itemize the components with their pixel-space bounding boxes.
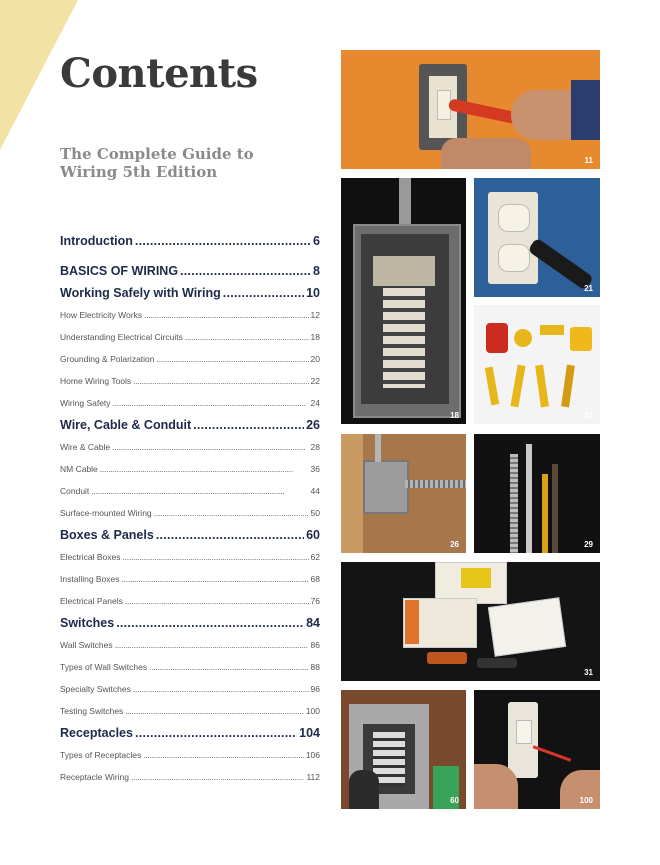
book-subtitle: The Complete Guide to Wiring 5th Edition [60,145,254,181]
toc-entry-basics-of-wiring[interactable]: BASICS OF WIRING . . . 8 [60,260,320,282]
photo-page-number: 26 [450,540,459,549]
toc-entry-electrical-panels[interactable]: Electrical Panels . . . 76 [60,590,320,612]
toc-entry-conduit[interactable]: Conduit . . . 44 [60,480,320,502]
toc-entry-surface-mounted-wiring[interactable]: Surface-mounted Wiring . . . 50 [60,502,320,524]
toc-entry-home-wiring-tools[interactable]: Home Wiring Tools . . . 22 [60,370,320,392]
photo-page-number: 18 [450,411,459,420]
table-of-contents [60,230,320,788]
toc-entry-testing-switches[interactable]: Testing Switches . . . 100 [60,700,320,722]
toc-entry-receptacles[interactable]: Receptacles . . . 104 [60,722,320,744]
photo-page-number: 31 [584,668,593,677]
toc-entry-introduction[interactable]: Introduction . . . 6 [60,230,320,252]
photo-wire-cable [474,434,600,553]
toc-entry-how-electricity-works[interactable]: How Electricity Works . . . 12 [60,304,320,326]
photo-receptacle-plug [474,178,600,297]
photo-voltage-tester-switch [341,50,600,169]
photo-panel-box [341,690,466,809]
photo-testing-switch [474,690,600,809]
photo-page-number: 60 [450,796,459,805]
toc-entry-nm-cable[interactable]: NM Cable . . . 36 [60,458,320,480]
photo-wire-connectors [341,562,600,681]
photo-page-number: 11 [584,156,593,165]
toc-entry-electrical-boxes[interactable]: Electrical Boxes . . . 62 [60,546,320,568]
toc-entry-working-safely[interactable]: Working Safely with Wiring . . . 10 [60,282,320,304]
toc-entry-wiring-safety[interactable]: Wiring Safety . . . 24 [60,392,320,414]
toc-entry-grounding[interactable]: Grounding & Polarization . . . 20 [60,348,320,370]
toc-entry-wire-and-cable[interactable]: Wire & Cable . . . 28 [60,436,320,458]
toc-entry-specialty-switches[interactable]: Specialty Switches . . . 96 [60,678,320,700]
photo-wiring-tools [474,305,600,424]
toc-entry-receptacle-wiring[interactable]: Receptacle Wiring . . . 112 [60,766,320,788]
toc-entry-boxes-panels[interactable]: Boxes & Panels . . . 60 [60,524,320,546]
page-title: Contents [60,50,258,97]
toc-entry-switches[interactable]: Switches . . . 84 [60,612,320,634]
toc-entry-types-of-receptacles[interactable]: Types of Receptacles . . . 106 [60,744,320,766]
photo-page-number: 21 [584,284,593,293]
toc-entry-wire-cable-conduit[interactable]: Wire, Cable & Conduit . . . 26 [60,414,320,436]
photo-page-number: 22 [584,411,593,420]
toc-entry-electrical-circuits[interactable]: Understanding Electrical Circuits . . . 18 [60,326,320,348]
photo-page-number: 29 [584,540,593,549]
toc-entry-wall-switches[interactable]: Wall Switches . . . 86 [60,634,320,656]
toc-entry-installing-boxes[interactable]: Installing Boxes . . . 68 [60,568,320,590]
toc-entry-types-of-wall-switches[interactable]: Types of Wall Switches . . . 88 [60,656,320,678]
photo-armored-cable-box [341,434,466,553]
photo-service-panel [341,178,466,424]
photo-page-number: 100 [579,796,593,805]
